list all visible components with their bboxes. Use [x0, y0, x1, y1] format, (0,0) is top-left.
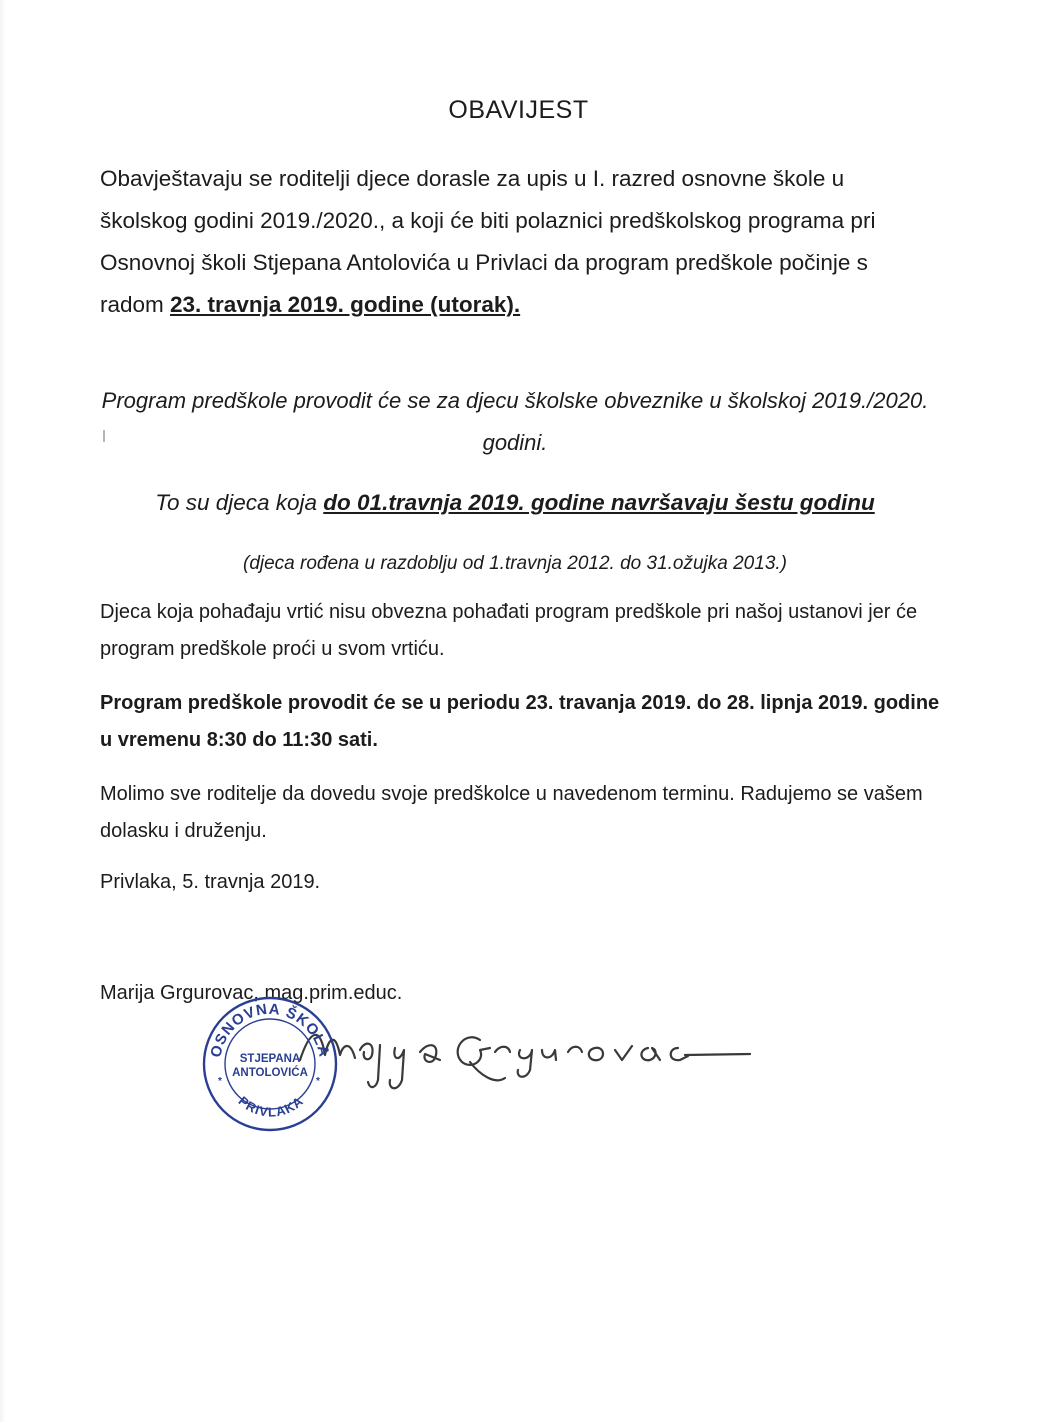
- intro-paragraph: [100, 158, 930, 326]
- svg-text:OSNOVNA ŠKOLA: OSNOVNA ŠKOLA: [207, 1000, 333, 1060]
- signatory-name: Marija Grgurovac, mag.prim.educ.: [100, 982, 403, 1004]
- eligibility-emphasis: do 01.travnja 2019. godine navršavaju šestu godinu: [323, 490, 875, 515]
- eligibility-text: To su djeca koja: [155, 490, 324, 515]
- notice-title: OBAVIJEST: [448, 96, 589, 124]
- schedule-paragraph: Program predškole provodit će se u periodu 23. travanja 2019. do 28. lipnja 2019. godine u vremenu 8:30 do 11:30 sati.: [100, 692, 940, 751]
- handwritten-signature: [280, 1000, 760, 1100]
- program-scope-paragraph: Program predškole provodit će se za djecu školske obveznike u školskoj 2019./2020. godini.: [101, 388, 929, 455]
- start-date-emphasis: 23. travnja 2019. godine (utorak).: [170, 292, 521, 317]
- svg-text:PRIVLAKA: PRIVLAKA: [235, 1093, 307, 1120]
- scan-mark: [103, 430, 105, 442]
- svg-text:STJEPANA: STJEPANA: [239, 1053, 301, 1065]
- svg-text:*: *: [316, 1076, 320, 1087]
- intro-text: Obavještavaju se roditelji djece dorasle za upis u I. razred osnovne škole u školskog godini 2019./2020., a koji će biti polaznici predškolskog programa pri Osnovnoj školi Stjepana Antolovića u Privlaci da program predškole počinje s radom: [100, 166, 876, 317]
- school-seal-stamp: [198, 992, 343, 1137]
- place-date: Privlaka, 5. travnja 2019.: [100, 871, 321, 893]
- svg-text:ANTOLOVIĆA: ANTOLOVIĆA: [232, 1067, 308, 1079]
- scan-edge-shadow: [0, 0, 6, 1422]
- birth-range-note: (djeca rođena u razdoblju od 1.travnja 2012. do 31.ožujka 2013.): [243, 553, 787, 574]
- closing-paragraph: Molimo sve roditelje da dovedu svoje predškolce u navedenom terminu. Radujemo se vašem dolasku i druženju.: [100, 783, 923, 842]
- svg-text:*: *: [218, 1076, 222, 1087]
- kindergarten-paragraph: Djeca koja pohađaju vrtić nisu obvezna pohađati program predškole pri našoj ustanovi jer će program predškole proći u svom vrtiću.: [100, 601, 918, 660]
- eligibility-paragraph: [100, 482, 930, 524]
